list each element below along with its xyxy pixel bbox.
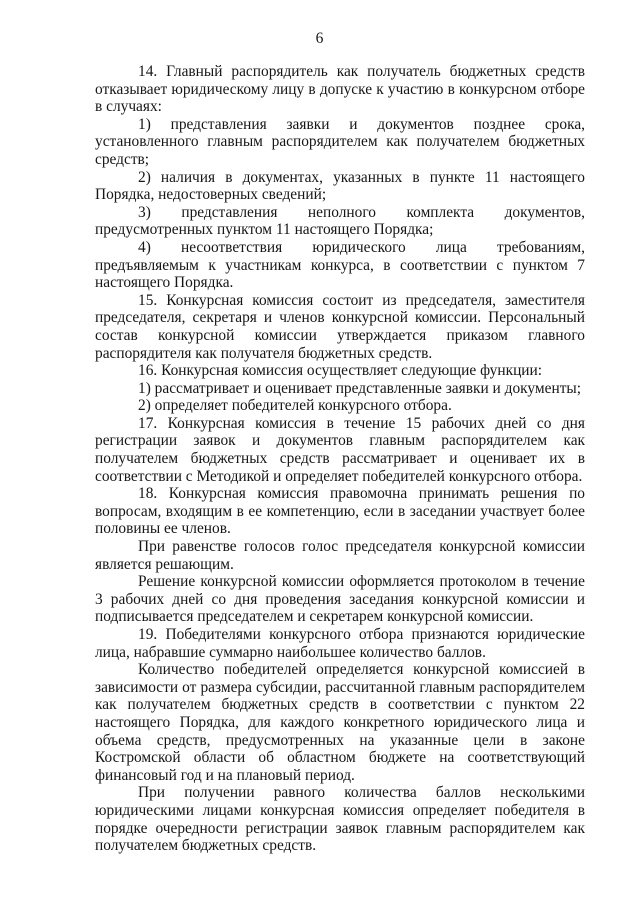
page-number: 6 xyxy=(315,30,324,47)
paragraph-19-equal-score: При получении равного количества баллов несколькими юридическими лицами конкурсная комиссия определяет победителя в порядке очередности регистрации заявок главным распорядителем как получателем бюджетных средств. xyxy=(95,784,585,855)
paragraph-16: 16. Конкурсная комиссия осуществляет следующие функции: xyxy=(138,362,543,380)
paragraph-19: 19. Победителями конкурсного отбора признаются юридические лица, набравшие суммарно наибольшее количество баллов. xyxy=(95,626,585,661)
paragraph-14-item-4: 4) несоответствия юридического лица требованиям, предъявляемым к участникам конкурса, в соответствии с пунктом 7 настоящего Порядка. xyxy=(95,238,585,292)
paragraph-18: 18. Конкурсная комиссия правомочна принимать решения по вопросам, входящим в ее компетенцию, если в заседании участвует более половины ее членов. xyxy=(95,485,585,538)
paragraph-16-item-1: 1) рассматривает и оценивает представленные заявки и документы; xyxy=(138,379,582,397)
paragraph-14: 14. Главный распорядитель как получатель бюджетных средств отказывает юридическому лицу в допуске к участию в конкурсном отборе в случаях: xyxy=(95,63,585,116)
paragraph-19-winners-count: Количество победителей определяется конкурсной комиссией в зависимости от размера субсидии, рассчитанной главным распорядителем как получателем бюджетных средств в соответствии с пунктом 22 настоящего Порядка, для каждого конкретного юридического лица и объема средств, предусмотренных на указанные цели в законе Костромской области об областном бюджете на соответствующий финансовый год и на плановый период. xyxy=(95,661,585,784)
paragraph-14-item-1: 1) представления заявки и документов позднее срока, установленного главным распорядителем как получателем бюджетных средств; xyxy=(95,115,585,168)
paragraph-18-tie-rule: При равенстве голосов голос председателя конкурсной комиссии является решающим. xyxy=(95,538,585,573)
paragraph-15: 15. Конкурсная комиссия состоит из председателя, заместителя председателя, секретаря и членов конкурсной комиссии. Персональный состав конкурсной комиссии утверждается приказом главного распорядителя как получателя бюджетных средств. xyxy=(95,291,585,362)
paragraph-18-protocol: Решение конкурсной комиссии оформляется протоколом в течение 3 рабочих дней со дня проведения заседания конкурсной комиссии и подписывается председателем и секретарем конкурсной комиссии. xyxy=(95,573,585,626)
paragraph-14-item-2: 2) наличия в документах, указанных в пункте 11 настоящего Порядка, недостоверных сведений; xyxy=(95,168,585,204)
paragraph-17: 17. Конкурсная комиссия в течение 15 рабочих дней со дня регистрации заявок и документов главным распорядителем как получателем бюджетных средств рассматривает и оценивает их в соответствии с Методикой и определяет победителей конкурсного отбора. xyxy=(95,414,585,485)
document-body xyxy=(95,63,585,855)
paragraph-16-item-2: 2) определяет победителей конкурсного отбора. xyxy=(138,397,452,415)
paragraph-14-item-3: 3) представления неполного комплекта документов, предусмотренных пунктом 11 настоящего Порядка; xyxy=(95,203,585,239)
